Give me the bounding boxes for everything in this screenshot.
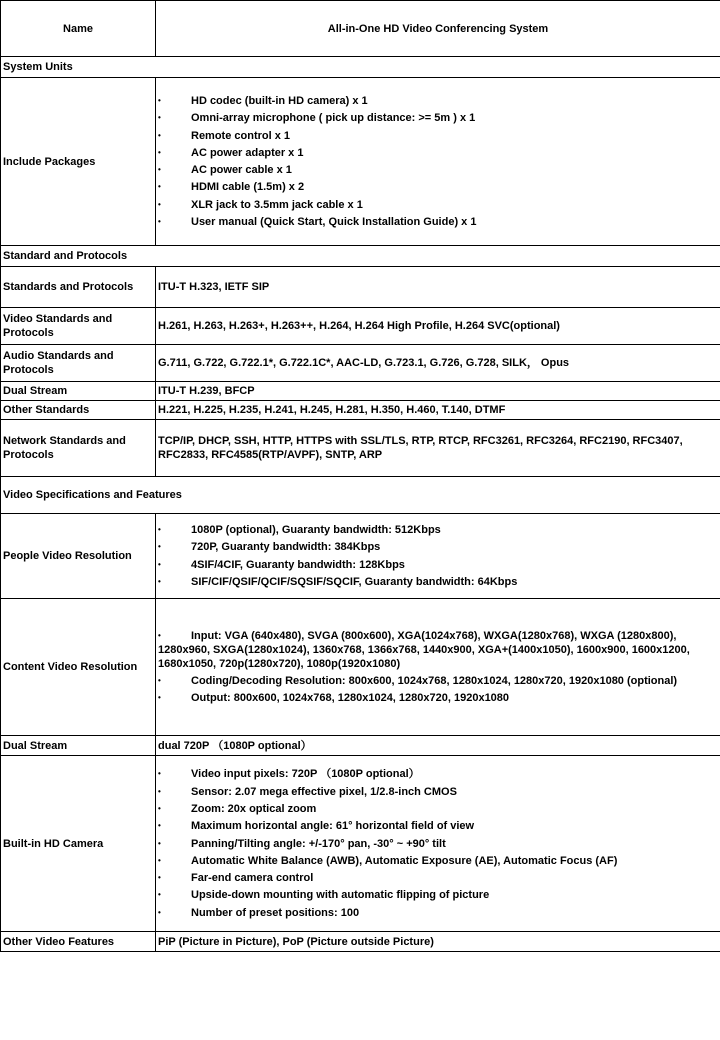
list-item-text: User manual (Quick Start, Quick Installation Guide) x 1: [191, 216, 477, 229]
row-video-standards: [1, 308, 720, 345]
list-item: [158, 575, 718, 589]
list-item: [158, 146, 718, 160]
list-item-text: XLR jack to 3.5mm jack cable x 1: [191, 198, 363, 211]
section-row-standard-protocols: [1, 246, 720, 267]
row-label: Dual Stream: [1, 736, 156, 756]
section-row-video-specs: [1, 477, 720, 514]
section-title: Video Specifications and Features: [1, 477, 720, 514]
bullet-list: [158, 94, 718, 229]
bullet-icon: •: [158, 182, 161, 192]
row-built-in-camera: [1, 756, 720, 932]
bullet-icon: •: [158, 838, 161, 848]
list-item: [158, 558, 718, 572]
row-value: PiP (Picture in Picture), PoP (Picture outside Picture): [156, 932, 720, 952]
bullet-icon: •: [158, 630, 161, 640]
list-item-text: Zoom: 20x optical zoom: [191, 802, 317, 815]
bullet-list: [158, 629, 718, 706]
row-value: dual 720P （1080P optional）: [156, 736, 720, 756]
bullet-icon: •: [158, 147, 161, 157]
list-item-text: Output: 800x600, 1024x768, 1280x1024, 1280x720, 1920x1080: [191, 692, 510, 705]
section-title: System Units: [1, 57, 720, 78]
row-other-video-features: [1, 932, 720, 952]
list-item-text: Number of preset positions: 100: [191, 906, 360, 919]
bullet-icon: •: [158, 217, 161, 227]
row-value: G.711, G.722, G.722.1*, G.722.1C*, AAC-LD, G.723.1, G.726, G.728, SILK， Opus: [156, 345, 720, 382]
list-item-text: Far-end camera control: [191, 872, 314, 885]
bullet-icon: •: [158, 130, 161, 140]
list-item: [158, 163, 718, 177]
row-value: [156, 599, 720, 736]
bullet-icon: •: [158, 95, 161, 105]
list-item-text: 4SIF/4CIF, Guaranty bandwidth: 128Kbps: [191, 558, 405, 571]
row-people-video: [1, 514, 720, 599]
list-item: [158, 540, 718, 554]
list-item: [158, 129, 718, 143]
list-item-text: Coding/Decoding Resolution: 800x600, 1024x768, 1280x1024, 1280x720, 1920x1080 (optional): [191, 675, 678, 687]
row-label: Built-in HD Camera: [1, 756, 156, 932]
list-item: [158, 854, 718, 868]
list-item-text: 1080P (optional), Guaranty bandwidth: 512Kbps: [191, 524, 441, 537]
row-value: [156, 756, 720, 932]
list-item-text: Upside-down mounting with automatic flipping of picture: [191, 889, 490, 902]
bullet-icon: •: [158, 803, 161, 813]
row-content-video: [1, 599, 720, 736]
bullet-icon: •: [158, 542, 161, 552]
row-label: People Video Resolution: [1, 514, 156, 599]
bullet-icon: •: [158, 199, 161, 209]
bullet-list: [158, 523, 718, 589]
list-item-text: Input: VGA (640x480), SVGA (800x600), XGA(1024x768), WXGA(1280x768), WXGA (1280x800), 1280x960, SXGA(1280x1024), 1360x768, 1366x768, 1440x900, XGA+(1400x1050), 1600x900, 1600x1200, 1680x1050, 720p(1280x720), 1080p(1920x1080): [158, 629, 690, 670]
row-value: H.261, H.263, H.263+, H.263++, H.264, H.264 High Profile, H.264 SVC(optional): [156, 308, 720, 345]
row-label: Network Standards and Protocols: [1, 420, 156, 477]
list-item: [158, 785, 718, 799]
list-item-text: Maximum horizontal angle: 61° horizontal field of view: [191, 820, 475, 833]
list-item-text: AC power cable x 1: [191, 164, 292, 177]
list-item: [158, 523, 718, 537]
bullet-icon: •: [158, 693, 161, 703]
list-item: [158, 888, 718, 902]
bullet-list: [158, 767, 718, 919]
bullet-icon: •: [158, 525, 161, 535]
list-item-text: Automatic White Balance (AWB), Automatic Exposure (AE), Automatic Focus (AF): [191, 854, 618, 867]
bullet-icon: •: [158, 821, 161, 831]
bullet-icon: •: [158, 576, 161, 586]
bullet-icon: •: [158, 786, 161, 796]
list-item: [158, 94, 718, 108]
row-dual-stream: [1, 382, 720, 401]
bullet-icon: •: [158, 113, 161, 123]
list-item: [158, 906, 718, 920]
list-item: [158, 111, 718, 125]
list-item: [158, 215, 718, 229]
row-label: Dual Stream: [1, 382, 156, 401]
row-label: Standards and Protocols: [1, 267, 156, 308]
list-item-text: 720P, Guaranty bandwidth: 384Kbps: [191, 541, 381, 554]
list-item-text: Video input pixels: 720P （1080P optional）: [191, 768, 420, 781]
list-item: [158, 819, 718, 833]
header-name-cell: Name: [1, 1, 156, 57]
bullet-icon: •: [158, 907, 161, 917]
bullet-icon: •: [158, 676, 161, 685]
list-item: [158, 871, 718, 885]
row-include-packages: [1, 78, 720, 246]
row-value: TCP/IP, DHCP, SSH, HTTP, HTTPS with SSL/TLS, RTP, RTCP, RFC3261, RFC3264, RFC2190, RFC3407, RFC2833, RFC4585(RTP/AVPF), SNTP, ARP: [156, 420, 720, 477]
row-value: ITU-T H.239, BFCP: [156, 382, 720, 401]
list-item-text: HD codec (built-in HD camera) x 1: [191, 94, 368, 107]
row-dual-stream-2: [1, 736, 720, 756]
row-value: [156, 514, 720, 599]
list-item: [158, 674, 718, 688]
row-label: Audio Standards and Protocols: [1, 345, 156, 382]
list-item: [158, 767, 718, 781]
section-row-system-units: [1, 57, 720, 78]
header-product-cell: All-in-One HD Video Conferencing System: [156, 1, 720, 57]
list-item-text: Remote control x 1: [191, 129, 291, 142]
bullet-icon: •: [158, 165, 161, 175]
header-row: [1, 1, 720, 57]
list-item: [158, 180, 718, 194]
row-other-standards: [1, 401, 720, 420]
list-item-text: Omni-array microphone ( pick up distance: >= 5m ) x 1: [191, 112, 476, 125]
bullet-icon: •: [158, 855, 161, 865]
bullet-icon: •: [158, 769, 161, 779]
section-title: Standard and Protocols: [1, 246, 720, 267]
list-item-text: HDMI cable (1.5m) x 2: [191, 181, 305, 194]
row-audio-standards: [1, 345, 720, 382]
row-value: [156, 78, 720, 246]
list-item: [158, 837, 718, 851]
list-item: [158, 691, 718, 705]
list-item: [158, 198, 718, 212]
bullet-icon: •: [158, 873, 161, 883]
row-standards-protocols: [1, 267, 720, 308]
row-label: Video Standards and Protocols: [1, 308, 156, 345]
row-label: Content Video Resolution: [1, 599, 156, 736]
list-item: [158, 802, 718, 816]
list-item-text: Sensor: 2.07 mega effective pixel, 1/2.8-inch CMOS: [191, 785, 457, 798]
list-item-text: SIF/CIF/QSIF/QCIF/SQSIF/SQCIF, Guaranty bandwidth: 64Kbps: [191, 575, 518, 588]
row-network-standards: [1, 420, 720, 477]
list-item-text: AC power adapter x 1: [191, 146, 304, 159]
row-label: Other Standards: [1, 401, 156, 420]
list-item: [158, 629, 718, 671]
row-value: H.221, H.225, H.235, H.241, H.245, H.281, H.350, H.460, T.140, DTMF: [156, 401, 720, 420]
bullet-icon: •: [158, 890, 161, 900]
row-label: Include Packages: [1, 78, 156, 246]
row-value: ITU-T H.323, IETF SIP: [156, 267, 720, 308]
bullet-icon: •: [158, 559, 161, 569]
list-item-text: Panning/Tilting angle: +/-170° pan, -30° ~ +90° tilt: [191, 837, 446, 850]
row-label: Other Video Features: [1, 932, 156, 952]
